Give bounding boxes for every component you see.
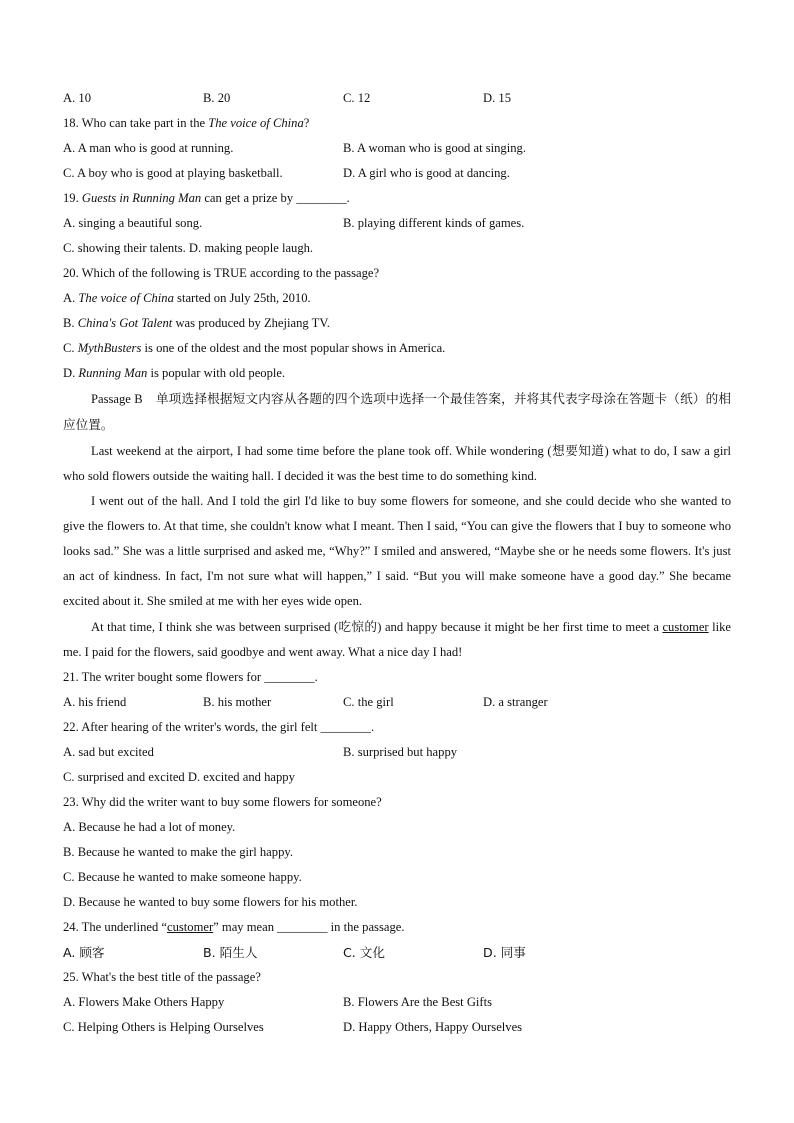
q23-option-c: C. Because he wanted to make someone happy.	[63, 870, 302, 884]
q18-options-row1	[63, 136, 731, 161]
q22-options-row2: C. surprised and excited D. excited and happy	[63, 770, 295, 784]
q25-options-row1	[63, 990, 731, 1015]
q17-options	[63, 86, 731, 111]
q24-options	[63, 940, 731, 965]
q18-option-c: C. A boy who is good at playing basketball.	[63, 166, 283, 180]
q19-option-b: B. playing different kinds of games.	[343, 216, 525, 230]
q22-option-b: B. surprised but happy	[343, 745, 458, 759]
q17-option-b: B. 20	[203, 91, 231, 105]
q24-option-c: C. 文化	[343, 945, 385, 960]
q23-option-b: B. Because he wanted to make the girl happy.	[63, 845, 293, 859]
q21-options	[63, 690, 731, 715]
q17-option-d: D. 15	[483, 91, 511, 105]
q23-option-a: A. Because he had a lot of money.	[63, 820, 236, 834]
q25-option-b: B. Flowers Are the Best Gifts	[343, 995, 493, 1009]
q18-stem: 18. Who can take part in the The voice of China?	[63, 116, 310, 130]
q23-stem: 23. Why did the writer want to buy some flowers for someone?	[63, 795, 382, 809]
q25-option-c: C. Helping Others is Helping Ourselves	[63, 1020, 264, 1034]
q25-option-d: D. Happy Others, Happy Ourselves	[343, 1020, 523, 1034]
q20-option-c: C. MythBusters is one of the oldest and the most popular shows in America.	[63, 341, 446, 355]
q24-option-d: D. 同事	[483, 945, 526, 960]
q21-option-a: A. his friend	[63, 695, 127, 709]
passage-b-paragraph-2: I went out of the hall. And I told the girl I'd like to buy some flowers for someone, and she could decide who she wanted to give the flowers to. At that time, she couldn't know what I meant. Then I said, “You can give the flowers that I buy to someone who looks sad.” She was a little surprised and asked me, “Why?” I smiled and answered, “Maybe she or he needs some flowers. It's just an act of kindness. In fact, I'm not sure what will happen,” I said. “But you will make someone have a good day.” She became excited about it. She smiled at me with her eyes wide open.	[63, 494, 731, 608]
q21-option-c: C. the girl	[343, 695, 394, 709]
q25-options-row2	[63, 1015, 731, 1040]
q25-stem: 25. What's the best title of the passage?	[63, 970, 261, 984]
q20-option-d: D. Running Man is popular with old people.	[63, 366, 286, 380]
q20-stem: 20. Which of the following is TRUE according to the passage?	[63, 266, 380, 280]
passage-b-instruction: Passage B 单项选择根据短文内容从各题的四个选项中选择一个最佳答案，并将其代表字母涂在答题卡（纸）的相应位置。	[63, 391, 732, 432]
q22-option-a: A. sad but excited	[63, 745, 154, 759]
q24-option-b: B. 陌生人	[203, 945, 258, 960]
q20-option-b: B. China's Got Talent was produced by Zhejiang TV.	[63, 316, 330, 330]
q19-options-row1	[63, 211, 731, 236]
q18-option-d: D. A girl who is good at dancing.	[343, 166, 510, 180]
passage-b-paragraph-1: Last weekend at the airport, I had some time before the plane took off. While wondering (想要知道) what to do, I saw a girl who sold flowers outside the waiting hall. I decided it was the best time to do something kind.	[63, 443, 732, 483]
q25-option-a: A. Flowers Make Others Happy	[63, 995, 225, 1009]
underlined-word: customer	[662, 620, 709, 634]
q24-option-a: A. 顾客	[63, 945, 105, 960]
q18-option-a: A. A man who is good at running.	[63, 141, 234, 155]
q19-stem: 19. Guests in Running Man can get a prize by ________.	[63, 191, 350, 205]
q18-options-row2	[63, 161, 731, 186]
q21-option-d: D. a stranger	[483, 695, 548, 709]
q22-options-row1	[63, 740, 731, 765]
q19-options-row2: C. showing their talents. D. making people laugh.	[63, 241, 314, 255]
q24-stem: 24. The underlined “customer” may mean ________ in the passage.	[63, 920, 405, 934]
q17-option-a: A. 10	[63, 91, 91, 105]
q22-stem: 22. After hearing of the writer's words, the girl felt ________.	[63, 720, 375, 734]
q19-option-a: A. singing a beautiful song.	[63, 216, 203, 230]
q17-option-c: C. 12	[343, 91, 371, 105]
exam-page	[63, 86, 731, 1040]
q18-option-b: B. A woman who is good at singing.	[343, 141, 526, 155]
q21-option-b: B. his mother	[203, 695, 272, 709]
passage-b-paragraph-3: At that time, I think she was between surprised (吃惊的) and happy because it might be her first time to meet a customer like me. I paid for the flowers, said goodbye and went away. What a nice day I had!	[63, 619, 731, 659]
q20-option-a: A. The voice of China started on July 25th, 2010.	[63, 291, 311, 305]
q21-stem: 21. The writer bought some flowers for ________.	[63, 670, 318, 684]
q23-option-d: D. Because he wanted to buy some flowers for his mother.	[63, 895, 358, 909]
